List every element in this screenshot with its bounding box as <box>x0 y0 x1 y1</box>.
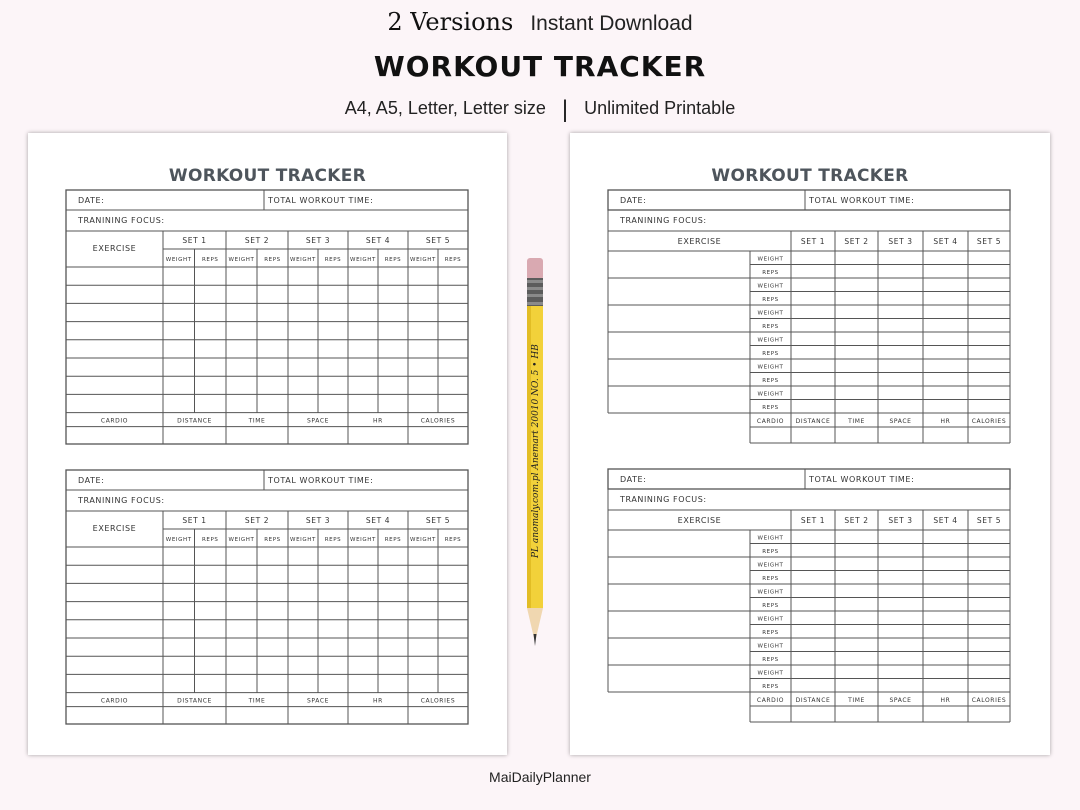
date-label: DATE: <box>620 196 647 205</box>
cardio-label: DISTANCE <box>795 418 831 425</box>
cardio-label: DISTANCE <box>177 697 212 705</box>
cardio-label: HR <box>373 417 383 425</box>
weight-label: WEIGHT <box>410 537 436 543</box>
reps-label: REPS <box>324 257 342 263</box>
weight-label: WEIGHT <box>165 257 192 263</box>
exercise-label: EXERCISE <box>92 524 137 533</box>
reps-label: REPS <box>201 537 219 543</box>
reps-label: REPS <box>762 350 779 357</box>
header-line-1 <box>0 8 1080 36</box>
sheet-version-2 <box>570 133 1050 755</box>
pencil-image <box>524 258 544 648</box>
set-label: SET 2 <box>844 237 869 246</box>
reps-label: REPS <box>384 537 402 543</box>
printable-text: Unlimited Printable <box>584 98 736 118</box>
cardio-label: SPACE <box>306 697 330 705</box>
cardio-label: DISTANCE <box>795 697 831 704</box>
set-label: SET 1 <box>800 237 826 246</box>
cardio-label: CARDIO <box>100 417 129 425</box>
set-label: SET 3 <box>305 236 331 245</box>
weight-label: WEIGHT <box>757 589 784 596</box>
focus-label: TRANINING FOCUS: <box>78 496 165 505</box>
tracker-grid-version-2 <box>570 133 1050 755</box>
set-label: SET 3 <box>305 516 331 525</box>
total-time-label: TOTAL WORKOUT TIME: <box>268 476 374 485</box>
weight-label: WEIGHT <box>757 535 784 542</box>
set-label: SET 4 <box>365 516 391 525</box>
cardio-label: CARDIO <box>100 697 129 705</box>
reps-label: REPS <box>444 537 462 543</box>
weight-label: WEIGHT <box>757 283 784 290</box>
set-label: SET 2 <box>844 516 869 525</box>
cardio-label: HR <box>940 697 951 704</box>
set-label: SET 2 <box>244 236 270 245</box>
reps-label: REPS <box>324 537 342 543</box>
weight-label: WEIGHT <box>757 337 784 344</box>
cardio-label: CALORIES <box>971 697 1007 704</box>
weight-label: WEIGHT <box>757 670 784 677</box>
sheet-title: WORKOUT TRACKER <box>168 166 367 186</box>
weight-label: WEIGHT <box>757 310 784 317</box>
versions-text: 2 Versions <box>387 8 514 36</box>
weight-label: WEIGHT <box>757 562 784 569</box>
separator: | <box>561 96 569 123</box>
weight-label: WEIGHT <box>757 616 784 623</box>
weight-label: WEIGHT <box>228 537 255 543</box>
exercise-label: EXERCISE <box>677 516 722 525</box>
cardio-label: HR <box>940 418 951 425</box>
pencil-tip <box>527 608 543 638</box>
reps-label: REPS <box>762 404 779 411</box>
weight-label: WEIGHT <box>410 257 436 263</box>
set-label: SET 1 <box>182 516 207 525</box>
weight-label: WEIGHT <box>165 537 192 543</box>
brand-name: MaiDailyPlanner <box>489 769 591 785</box>
instant-download-text: Instant Download <box>530 12 693 35</box>
sheet-title: WORKOUT TRACKER <box>711 166 909 186</box>
date-label: DATE: <box>78 196 105 205</box>
reps-label: REPS <box>762 548 779 555</box>
sheet-version-1 <box>28 133 507 755</box>
cardio-label: CALORIES <box>420 697 456 705</box>
cardio-label: TIME <box>248 417 266 425</box>
weight-label: WEIGHT <box>290 257 316 263</box>
reps-label: REPS <box>264 257 281 263</box>
reps-label: REPS <box>264 537 281 543</box>
tracker-grid-version-1 <box>28 133 507 755</box>
pencil-text: PL anomaly.com.pl Anemart 20010 NO. 5 • HB <box>531 344 541 558</box>
weight-label: WEIGHT <box>350 257 376 263</box>
weight-label: WEIGHT <box>757 643 784 650</box>
set-label: SET 4 <box>933 516 958 525</box>
weight-label: WEIGHT <box>228 257 255 263</box>
set-label: SET 5 <box>976 237 1002 246</box>
cardio-label: SPACE <box>889 418 912 425</box>
reps-label: REPS <box>762 269 779 276</box>
exercise-label: EXERCISE <box>677 237 722 246</box>
focus-label: TRANINING FOCUS: <box>620 495 707 504</box>
cardio-label: SPACE <box>306 417 330 425</box>
cardio-label: CALORIES <box>971 418 1007 425</box>
exercise-label: EXERCISE <box>92 244 137 253</box>
main-title: WORKOUT TRACKER <box>373 50 707 83</box>
set-label: SET 5 <box>425 236 451 245</box>
reps-label: REPS <box>762 323 779 330</box>
reps-label: REPS <box>762 683 779 690</box>
reps-label: REPS <box>762 377 779 384</box>
cardio-label: TIME <box>848 697 865 704</box>
reps-label: REPS <box>201 257 219 263</box>
set-label: SET 4 <box>365 236 391 245</box>
cardio-label: HR <box>373 697 383 705</box>
cardio-label: CARDIO <box>756 697 785 704</box>
set-label: SET 5 <box>976 516 1002 525</box>
focus-label: TRANINING FOCUS: <box>620 216 707 225</box>
set-label: SET 5 <box>425 516 451 525</box>
cardio-label: DISTANCE <box>177 417 212 425</box>
reps-label: REPS <box>762 656 779 663</box>
cardio-label: CALORIES <box>420 417 456 425</box>
set-label: SET 3 <box>888 237 913 246</box>
cardio-label: TIME <box>248 697 266 705</box>
set-label: SET 1 <box>800 516 826 525</box>
reps-label: REPS <box>762 602 779 609</box>
reps-label: REPS <box>762 575 779 582</box>
weight-label: WEIGHT <box>757 364 784 371</box>
reps-label: REPS <box>762 296 779 303</box>
weight-label: WEIGHT <box>757 256 784 263</box>
date-label: DATE: <box>620 475 647 484</box>
cardio-label: CARDIO <box>756 418 785 425</box>
set-label: SET 4 <box>933 237 958 246</box>
total-time-label: TOTAL WORKOUT TIME: <box>809 196 915 205</box>
set-label: SET 2 <box>244 516 270 525</box>
pencil-eraser <box>527 258 543 280</box>
weight-label: WEIGHT <box>290 537 316 543</box>
sizes-text: A4, A5, Letter, Letter size <box>344 98 546 118</box>
weight-label: WEIGHT <box>350 537 376 543</box>
reps-label: REPS <box>762 629 779 636</box>
set-label: SET 1 <box>182 236 207 245</box>
reps-label: REPS <box>444 257 462 263</box>
total-time-label: TOTAL WORKOUT TIME: <box>809 475 915 484</box>
weight-label: WEIGHT <box>757 391 784 398</box>
reps-label: REPS <box>384 257 402 263</box>
date-label: DATE: <box>78 476 105 485</box>
focus-label: TRANINING FOCUS: <box>78 216 165 225</box>
total-time-label: TOTAL WORKOUT TIME: <box>268 196 374 205</box>
header-line-3 <box>0 96 1080 124</box>
cardio-label: SPACE <box>889 697 912 704</box>
set-label: SET 3 <box>888 516 913 525</box>
cardio-label: TIME <box>848 418 865 425</box>
